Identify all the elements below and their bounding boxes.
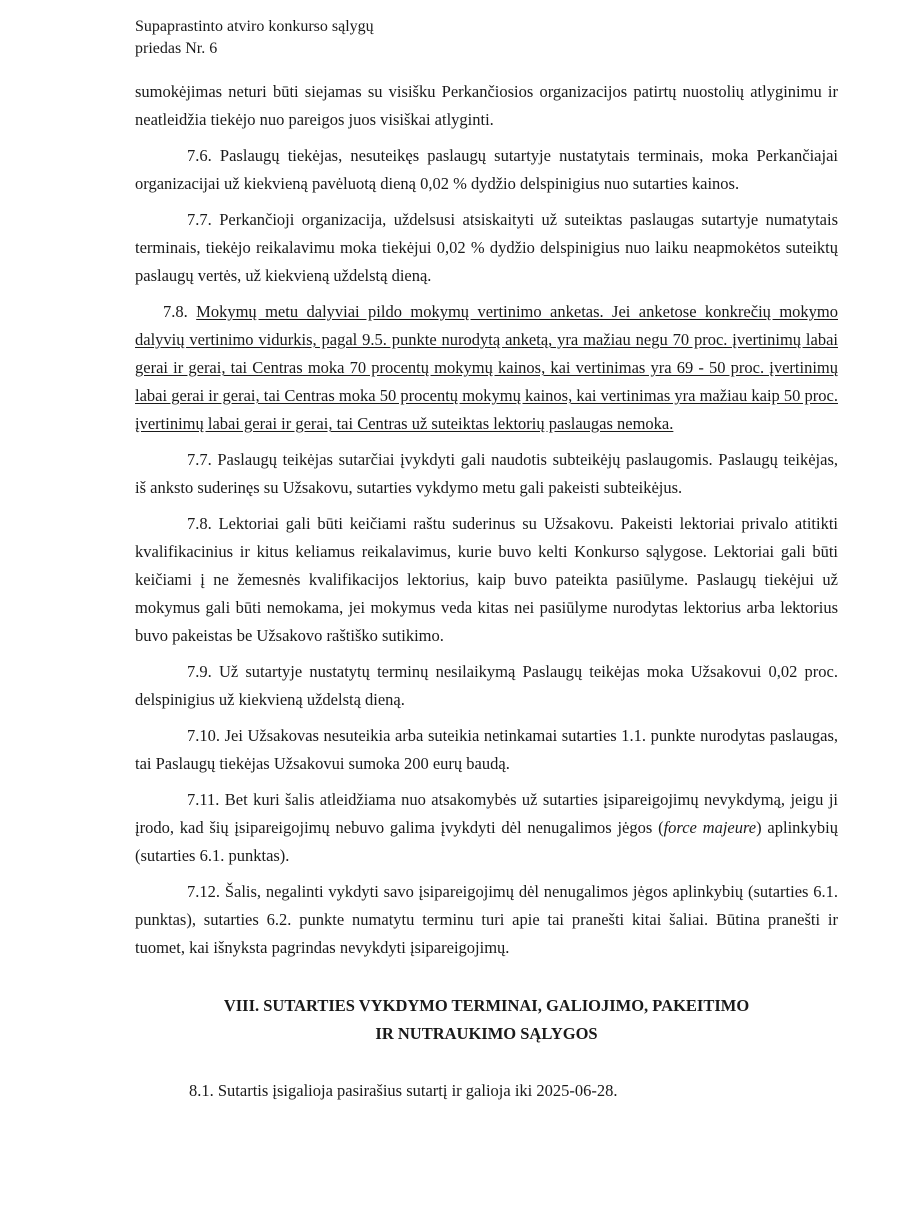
paragraph-7-7-penalty: 7.7. Perkančioji organizacija, uždelsusi atsiskaityti už suteiktas paslaugas sutartyje numatytais terminais, tiekėjo reikalavimu moka tiekėjui 0,02 % dydžio delspinigius nuo laiku neapmokėtos suteiktų paslaugų vertės, už kiekvieną uždelstą dieną. — [135, 210, 838, 285]
document-body — [135, 78, 838, 970]
paragraph-7-10: 7.10. Jei Užsakovas nesuteikia arba suteikia netinkamai sutarties 1.1. punkte nurodytas paslaugas, tai Paslaugų tiekėjas Užsakovui sumoka 200 eurų baudą. — [135, 726, 838, 773]
section-title-line-1: VIII. SUTARTIES VYKDYMO TERMINAI, GALIOJIMO, PAKEITIMO — [223, 996, 750, 1015]
paragraph-7-8-number: 7.8. — [163, 302, 197, 321]
paragraph-7-12: 7.12. Šalis, negalinti vykdyti savo įsipareigojimų dėl nenugalimos jėgos aplinkybių (sutarties 6.1. punktas), sutarties 6.2. punkte numatytu terminu turi apie tai pranešti kitai šaliai. Būtina pranešti ir tuomet, kai išnyksta pagrindas nevykdyti įsipareigojimų. — [135, 882, 838, 957]
section-title-viii — [135, 992, 838, 1048]
paragraph-7-8-evaluation — [135, 298, 838, 438]
paragraph-7-11-part-1: 7.11. Bet kuri šalis atleidžiama nuo atsakomybės už sutarties įsipareigojimų nevykdymą, jeigu ji įrodo, kad šių įsipareigojimų nebuvo galima įvykdyti dėl nenugalimos jėgos ( — [135, 790, 838, 837]
paragraph-7-8-underlined-text: Mokymų metu dalyviai pildo mokymų vertinimo anketas. Jei anketose konkrečių mokymo dalyvių vertinimo vidurkis, pagal 9.5. punkte nurodytą anketą, yra mažiau negu 70 proc. įvertinimų labai gerai ir gerai, tai Centras moka 70 procentų mokymų kainos, kai vertinimas yra 69 - 50 proc. įvertinimų labai gerai ir gerai, tai Centras moka 50 procentų mokymų kainos, kai vertinimas yra mažiau kaip 50 proc. įvertinimų labai gerai ir gerai, tai Centras už suteiktas lektorių paslaugas nemoka. — [135, 302, 838, 433]
paragraph-8-1: 8.1. Sutartis įsigalioja pasirašius sutartį ir galioja iki 2025-06-28. — [189, 1081, 618, 1100]
document-header — [135, 16, 374, 60]
paragraph-7-11 — [135, 786, 838, 870]
paragraph-7-6: 7.6. Paslaugų tiekėjas, nesuteikęs paslaugų sutartyje nustatytais terminais, moka Perkančiajai organizacijai už kiekvieną pavėluotą dieną 0,02 % dydžio delspinigius nuo sutarties kainos. — [135, 146, 838, 193]
paragraph-7-9: 7.9. Už sutartyje nustatytų terminų nesilaikymą Paslaugų teikėjas moka Užsakovui 0,02 proc. delspinigius už kiekvieną uždelstą dieną. — [135, 662, 838, 709]
paragraph-7-11-part-2: ) aplinkybių (sutarties 6.1. punktas). — [135, 818, 838, 865]
section-title-line-2: IR NUTRAUKIMO SĄLYGOS — [375, 1024, 598, 1043]
header-line-1: Supaprastinto atviro konkurso sąlygų — [135, 18, 374, 35]
paragraph-continuation: sumokėjimas neturi būti siejamas su visišku Perkančiosios organizacijos patirtų nuostolių atlyginimu ir neatleidžia tiekėjo nuo pareigos juos visiškai atlyginti. — [135, 82, 838, 129]
header-line-2: priedas Nr. 6 — [135, 40, 218, 57]
paragraph-7-8-lecturers: 7.8. Lektoriai gali būti keičiami raštu suderinus su Užsakovu. Pakeisti lektoriai privalo atitikti kvalifikacinius ir kitus keliamus reikalavimus, kurie buvo kelti Konkurso sąlygose. Lektoriai gali būti keičiami į ne žemesnės kvalifikacijos lektorius, kaip buvo pateikta pasiūlyme. Paslaugų tiekėjui už mokymus gali būti nemokama, jei mokymus veda kitas nei pasiūlyme nurodytas lektorius arba lektorius buvo pakeistas be Užsakovo raštiško sutikimo. — [135, 514, 838, 645]
paragraph-7-11-italic: force majeure — [663, 818, 757, 837]
paragraph-7-7-subcontractors: 7.7. Paslaugų teikėjas sutarčiai įvykdyti gali naudotis subteikėjų paslaugomis. Paslaugų teikėjas, iš anksto suderinęs su Užsakovu, sutarties vykdymo metu gali pakeisti subteikėjus. — [135, 450, 838, 497]
